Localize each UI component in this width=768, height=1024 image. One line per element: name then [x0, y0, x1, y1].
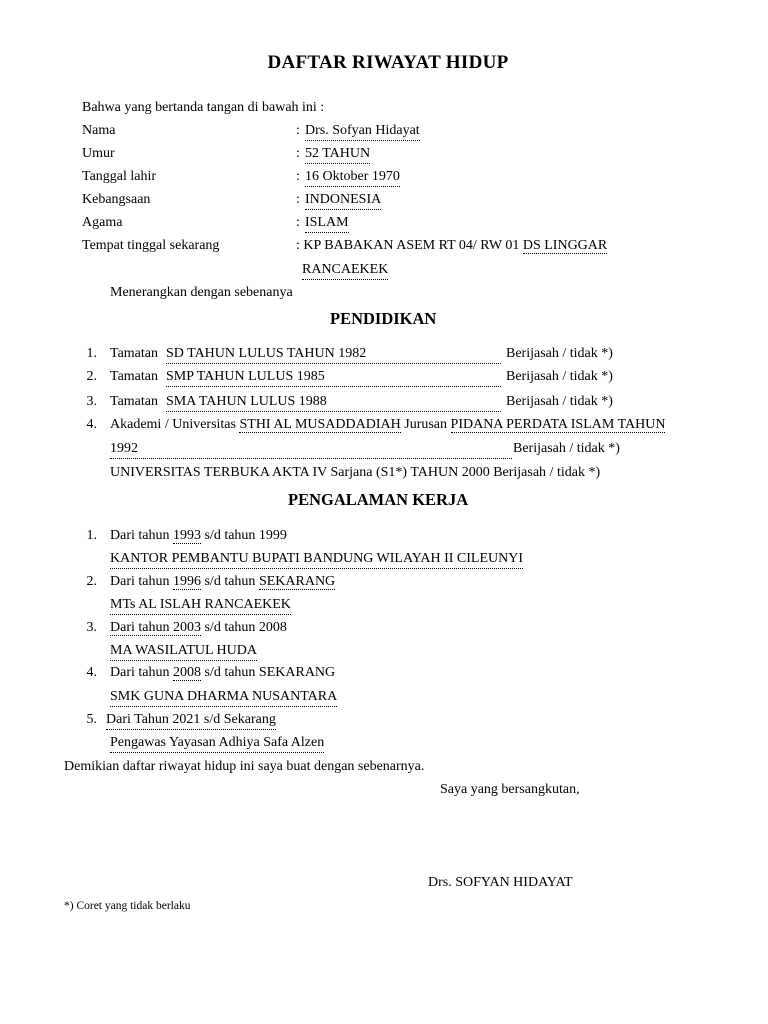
exp-item-number: 5.	[86, 712, 97, 727]
document-title: DAFTAR RIWAYAT HIDUP	[267, 52, 509, 73]
dob-colon: :	[296, 169, 300, 184]
exp-item-number: 2.	[86, 574, 97, 589]
exp-period-end-label: s/d tahun 1999	[200, 528, 287, 543]
age-value: 52 TAHUN	[305, 145, 370, 164]
exp-item-number: 3.	[86, 620, 97, 635]
religion-value: ISLAM	[305, 214, 349, 233]
exp-period-from: 2008	[172, 665, 201, 680]
exp-period-from: 1996	[172, 574, 201, 589]
edu-item4-prefix: Akademi / Universitas	[110, 417, 240, 432]
signature-name: Drs. SOFYAN HIDAYAT	[428, 875, 573, 890]
edu-item-value: SMP TAHUN LULUS 1985	[166, 368, 501, 387]
exp-period-end-label: s/d tahun	[200, 574, 259, 589]
exp-item-period	[110, 664, 335, 682]
intro-text: Bahwa yang bertanda tangan di bawah ini :	[82, 100, 325, 115]
edu-item4-major: PIDANA PERDATA ISLAM TAHUN	[450, 417, 666, 432]
edu-item-number: 3.	[86, 394, 97, 409]
exp-period-start-label: Dari tahun	[110, 528, 173, 543]
edu-item-suffix: Berijasah / tidak *)	[506, 346, 613, 361]
exp-period-from: 1993	[172, 528, 201, 543]
exp-period-start-label: Dari tahun 2003	[110, 620, 201, 635]
exp-item-period	[110, 573, 335, 591]
nationality-colon: :	[296, 192, 300, 207]
edu-item4-line	[110, 416, 665, 434]
edu-item-suffix: Berijasah / tidak *)	[506, 369, 613, 384]
edu-item4-suffix: Berijasah / tidak *)	[513, 441, 620, 456]
exp-item-place: MTs AL ISLAH RANCAEKEK	[110, 596, 291, 615]
edu-item-prefix: Tamatan	[110, 346, 158, 361]
closing-text: Demikian daftar riwayat hidup ini saya buat dengan sebenarnya.	[64, 759, 425, 774]
nationality-label: Kebangsaan	[82, 192, 151, 207]
edu-item-number: 4.	[86, 417, 97, 432]
religion-colon: :	[296, 215, 300, 230]
address-part-a: KP BABAKAN ASEM RT 04/ RW 01	[303, 238, 523, 253]
edu-item4-extra: UNIVERSITAS TERBUKA AKTA IV Sarjana (S1*) TAHUN 2000 Berijasah / tidak *)	[110, 465, 601, 480]
exp-period-start-label: Dari tahun	[110, 665, 173, 680]
exp-item-number: 1.	[86, 528, 97, 543]
exp-period-end-label: s/d tahun 2008	[200, 620, 287, 635]
age-label: Umur	[82, 146, 115, 161]
name-value: Drs. Sofyan Hidayat	[305, 122, 420, 141]
exp-item-place: KANTOR PEMBANTU BUPATI BANDUNG WILAYAH II CILEUNYI	[110, 550, 523, 569]
exp-item-period: Dari Tahun 2021 s/d Sekarang	[106, 711, 276, 730]
experience-heading: PENGALAMAN KERJA	[288, 490, 469, 509]
edu-item-number: 2.	[86, 369, 97, 384]
name-label: Nama	[82, 123, 116, 138]
exp-item-number: 4.	[86, 665, 97, 680]
address-line-1	[296, 237, 607, 255]
address-label: Tempat tinggal sekarang	[82, 238, 220, 253]
statement-text: Menerangkan dengan sebenanya	[110, 285, 293, 300]
dob-value: 16 Oktober 1970	[305, 168, 400, 187]
exp-item-place: SMK GUNA DHARMA NUSANTARA	[110, 688, 337, 707]
exp-period-end-label: s/d tahun SEKARANG	[200, 665, 336, 680]
address-part-b: DS LINGGAR	[522, 238, 608, 253]
edu-item-value: SD TAHUN LULUS TAHUN 1982	[166, 345, 501, 364]
address-colon: :	[296, 238, 300, 253]
edu-item4-year: 1992	[110, 440, 512, 459]
address-part-c: RANCAEKEK	[302, 261, 388, 280]
exp-item-period	[110, 527, 287, 545]
exp-period-start-label: Dari tahun	[110, 574, 173, 589]
age-colon: :	[296, 146, 300, 161]
edu-item-suffix: Berijasah / tidak *)	[506, 394, 613, 409]
exp-item-period	[110, 619, 287, 637]
exp-item-place: MA WASILATUL HUDA	[110, 642, 257, 661]
edu-item4-school: STHI AL MUSADDADIAH	[239, 417, 401, 432]
footnote: *) Coret yang tidak berlaku	[64, 900, 191, 912]
edu-item-prefix: Tamatan	[110, 369, 158, 384]
exp-period-to: SEKARANG	[258, 574, 336, 589]
dob-label: Tanggal lahir	[82, 169, 157, 184]
edu-item-number: 1.	[86, 346, 97, 361]
edu-item-value: SMA TAHUN LULUS 1988	[166, 393, 501, 412]
edu-item4-major-label: Jurusan	[400, 417, 451, 432]
education-heading: PENDIDIKAN	[330, 309, 437, 328]
edu-item-prefix: Tamatan	[110, 394, 158, 409]
name-colon: :	[296, 123, 300, 138]
religion-label: Agama	[82, 215, 123, 230]
nationality-value: INDONESIA	[305, 191, 381, 210]
exp-item-place: Pengawas Yayasan Adhiya Safa Alzen	[110, 734, 324, 753]
signature-label: Saya yang bersangkutan,	[440, 782, 580, 797]
